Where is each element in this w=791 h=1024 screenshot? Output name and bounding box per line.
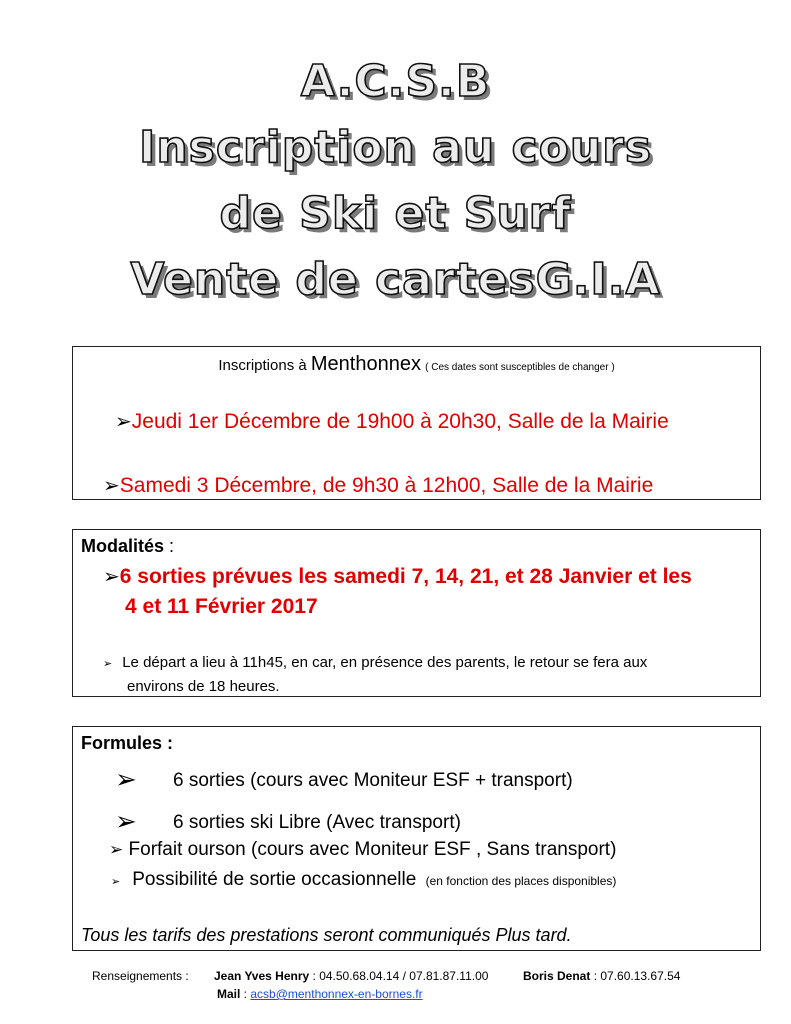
mail-link[interactable]: acsb@menthonnex-en-bornes.fr (250, 987, 423, 1001)
contact-1-phones: : 04.50.68.04.14 / 07.81.87.11.00 (309, 969, 489, 983)
title-line-1: A.C.S.B (300, 56, 491, 107)
footer-label: Renseignements : (92, 969, 189, 983)
modalites-heading (81, 536, 174, 557)
inscription-date-2-text: Samedi 3 Décembre, de 9h30 à 12h00, Salle de la Mairie (119, 474, 654, 497)
formule-item-2 (115, 805, 461, 835)
sorties-line-1-text: 6 sorties prévues les samedi 7, 14, 21, et 28 Janvier et les (119, 565, 692, 588)
depart-line-2: environs de 18 heures. (127, 678, 280, 695)
mail-separator: : (240, 987, 251, 1001)
formule-item-3-text: Forfait ourson (cours avec Moniteur ESF , Sans transport) (128, 839, 617, 860)
formule-item-1 (115, 763, 573, 793)
sorties-line-1 (103, 564, 692, 589)
formules-heading: Formules : (81, 733, 174, 753)
footer-contact-2 (523, 969, 680, 983)
arrow-bullet-icon: ➢ (115, 409, 132, 433)
sorties-line-2: 4 et 11 Février 2017 (125, 595, 318, 618)
title-line-2: Inscription au cours (138, 122, 653, 173)
formules-box (72, 726, 761, 951)
formule-item-3 (109, 839, 616, 861)
arrow-bullet-icon: ➢ (109, 840, 124, 860)
tarifs-note: Tous les tarifs des prestations seront communiqués Plus tard. (81, 925, 572, 945)
arrow-bullet-icon: ➢ (115, 765, 137, 795)
inscriptions-place: Menthonnex (310, 353, 421, 375)
arrow-bullet-icon: ➢ (111, 875, 121, 888)
formule-item-2-text: 6 sorties ski Libre (Avec transport) (173, 812, 461, 833)
title-line-4: Vente de cartesG.I.A (130, 254, 661, 305)
modalites-box (72, 529, 761, 697)
depart-line-1 (103, 654, 647, 671)
mail-label: Mail (217, 987, 241, 1001)
modalites-heading-text: Modalités (81, 536, 165, 556)
inscription-date-1 (115, 409, 669, 434)
modalites-colon: : (164, 536, 175, 556)
footer-contact-1 (214, 969, 488, 983)
inscriptions-prefix: Inscriptions à (218, 357, 311, 374)
formule-item-4-note: (en fonction des places disponibles) (425, 874, 617, 888)
arrow-bullet-icon: ➢ (103, 657, 113, 670)
depart-line-1-text: Le départ a lieu à 11h45, en car, en présence des parents, le retour se fera aux (122, 654, 648, 671)
arrow-bullet-icon: ➢ (115, 807, 137, 837)
footer-mail (217, 987, 423, 1001)
inscriptions-header (73, 353, 760, 376)
inscriptions-box (72, 346, 761, 500)
formule-item-1-text: 6 sorties (cours avec Moniteur ESF + transport) (173, 770, 573, 791)
inscription-date-2 (103, 473, 653, 498)
inscription-date-1-text: Jeudi 1er Décembre de 19h00 à 20h30, Salle de la Mairie (131, 410, 669, 433)
formule-item-4 (111, 869, 616, 891)
inscriptions-note: ( Ces dates sont susceptibles de changer ) (425, 362, 615, 373)
title-line-3: de Ski et Surf (219, 188, 572, 239)
arrow-bullet-icon: ➢ (103, 473, 120, 497)
contact-2-phone: : 07.60.13.67.54 (590, 969, 681, 983)
formule-item-4-text: Possibilité de sortie occasionnelle (132, 869, 417, 890)
contact-1-name: Jean Yves Henry (214, 969, 310, 983)
contact-2-name: Boris Denat (523, 969, 591, 983)
arrow-bullet-icon: ➢ (103, 564, 120, 588)
